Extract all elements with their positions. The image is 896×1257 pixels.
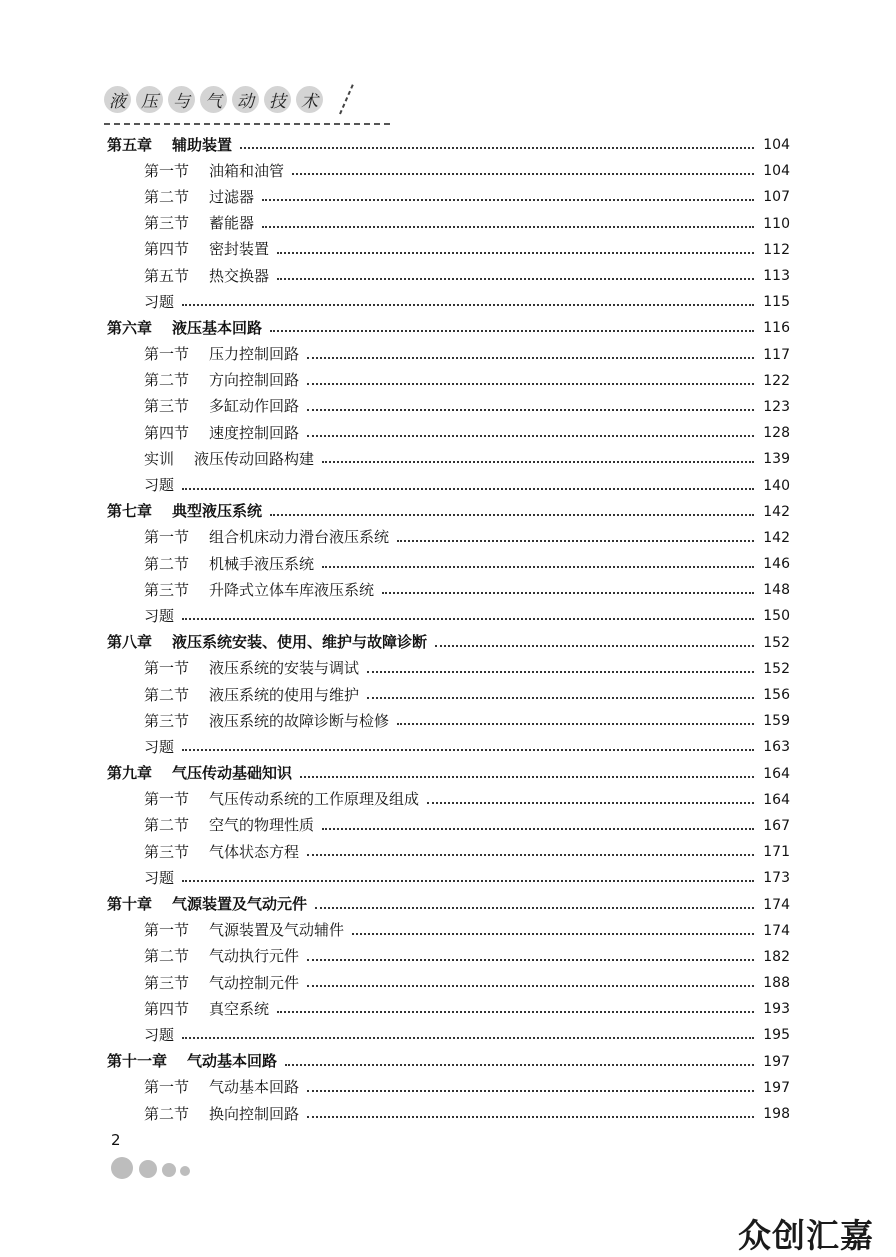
toc-entry-number: 第一节 [144,659,190,678]
toc-entry-title: 习题 [144,292,175,311]
toc-page-number: 148 [763,582,790,599]
toc-entry-label [144,973,300,992]
toc-entry-title: 气压传动系统的工作原理及组成 [209,790,420,809]
header-rule [104,123,390,125]
toc-entry-title: 辅助装置 [172,135,233,154]
toc-entry-number: 第四节 [144,423,190,442]
toc-entry-label [107,318,263,337]
toc-entry-title: 液压传动回路构建 [194,449,315,468]
toc-section-row [107,551,790,577]
toc-entry-label [144,161,285,180]
toc-entry-title: 液压基本回路 [172,318,263,337]
toc-entry-label [144,399,299,414]
leader-dots [292,173,754,175]
toc-entry-label [144,737,175,756]
leader-dots [262,199,754,201]
toc-page-number: 174 [763,922,790,939]
toc-entry-label [144,373,299,388]
toc-entry-number: 第三节 [144,580,190,599]
toc-page-number: 152 [763,660,790,677]
toc-section-row [107,813,790,839]
toc-section-row [107,289,790,315]
header-char: 技 [264,86,291,113]
toc-entry-title: 气动执行元件 [209,947,300,966]
leader-dots [307,1116,754,1118]
leader-dots [182,618,754,620]
leader-dots [397,540,754,542]
toc-entry-label [144,711,390,730]
leader-dots [322,566,754,568]
toc-entry-label [107,897,307,912]
toc-entry-label [144,580,375,599]
toc-entry-title: 习题 [144,1025,175,1044]
leader-dots [427,802,754,804]
toc-section-row [107,918,790,944]
toc-entry-title: 机械手液压系统 [209,554,315,573]
toc-entry-number: 第二节 [144,187,190,206]
toc-entry-label [144,842,300,861]
toc-entry-title: 液压系统的故障诊断与检修 [209,711,390,730]
toc-entry-title: 习题 [144,606,175,625]
toc-entry-title: 气源装置及气动元件 [172,895,308,914]
leader-dots [307,854,754,856]
toc-entry-number: 第二节 [144,371,190,390]
toc-entry-number: 第一节 [144,921,190,940]
leader-dots [270,330,754,332]
leader-dots [182,304,754,306]
toc-page-number: 112 [763,241,790,258]
header-title [104,86,323,113]
toc-entry-number: 第二节 [144,947,190,966]
toc-section-row [107,787,790,813]
toc-entry-title: 组合机床动力滑台液压系统 [209,528,390,547]
header-char: 术 [296,86,323,113]
toc-entry-number: 第一节 [144,1078,190,1097]
toc-page-number: 104 [763,163,790,180]
toc-chapter-row [107,132,790,158]
header-char: 动 [232,86,259,113]
toc-entry-label [144,923,344,938]
toc-entry-title: 速度控制回路 [209,423,300,442]
toc-entry-number: 第三节 [144,711,190,730]
toc-entry-label [144,999,270,1018]
leader-dots [182,488,754,490]
toc-entry-number: 第二节 [144,554,190,573]
toc-entry-number: 第一节 [144,790,190,809]
toc-section-row [107,394,790,420]
toc-section-row [107,839,790,865]
toc-section-row [107,970,790,996]
toc-chapter-row [107,761,790,787]
toc-section-row [107,263,790,289]
toc-entry-label [144,530,389,545]
toc-entry-number: 第一节 [144,528,190,547]
toc-page-number: 164 [763,765,790,782]
toc-entry-label [144,661,359,676]
leader-dots [367,671,754,673]
toc-page-number: 193 [763,1001,790,1018]
toc-entry-title: 气动基本回路 [187,1052,278,1071]
toc-page-number: 197 [763,1079,790,1096]
leader-dots [262,226,754,228]
toc-entry-label [144,554,315,573]
toc-entry-label [144,1080,299,1095]
leader-dots [182,749,754,751]
header-slash-decoration [336,80,358,116]
toc-page-number: 122 [763,372,790,389]
watermark: 众创汇嘉 [738,1216,874,1255]
toc-page-number: 107 [763,189,790,206]
toc-entry-title: 典型液压系统 [172,502,263,521]
toc-entry-label [144,449,315,468]
toc-entry-label [144,1104,300,1123]
toc-section-row [107,184,790,210]
toc-entry-number: 第二节 [144,816,190,835]
toc-page-number: 152 [763,634,790,651]
toc-entry-number: 第三节 [144,973,190,992]
leader-dots [277,278,754,280]
leader-dots [285,1064,754,1066]
toc-page-number: 146 [763,556,790,573]
toc-entry-label [107,766,292,781]
toc-section-row [107,420,790,446]
running-header [104,82,364,118]
leader-dots [300,776,754,778]
toc-entry-number: 第五章 [107,135,153,154]
leader-dots [322,461,754,463]
toc-page-number: 104 [763,137,790,154]
header-char: 气 [200,86,227,113]
toc-entry-label [144,949,299,964]
toc-entry-title: 习题 [144,737,175,756]
leader-dots [322,828,754,830]
toc-page-number: 195 [763,1027,790,1044]
toc-entry-label [144,187,255,206]
toc-entry-title: 液压系统的安装与调试 [209,659,360,678]
toc-entry-title: 密封装置 [209,240,270,259]
toc-entry-number: 第一节 [144,345,190,364]
toc-entry-number: 第十章 [107,895,153,914]
toc-entry-title: 方向控制回路 [209,371,300,390]
footer-dot [111,1157,133,1179]
toc-page-number: 140 [763,477,790,494]
toc-entry-title: 气动基本回路 [209,1078,300,1097]
toc-page-number: 159 [763,713,790,730]
toc-section-row [107,865,790,891]
toc-section-row [107,708,790,734]
toc-page-number: 150 [763,608,790,625]
toc-section-row [107,158,790,184]
toc-entry-label [107,1054,277,1069]
toc-section-row [107,211,790,237]
leader-dots [182,1037,754,1039]
toc-entry-label [144,216,254,231]
toc-entry-label [144,792,419,807]
leader-dots [307,985,754,987]
toc-page-number: 164 [763,791,790,808]
leader-dots [307,409,754,411]
toc-page-number: 182 [763,948,790,965]
toc-entry-title: 压力控制回路 [209,345,300,364]
footer-dot [162,1163,176,1177]
toc-entry-label [107,504,262,519]
leader-dots [307,959,754,961]
toc-entry-number: 第十一章 [107,1052,168,1071]
leader-dots [307,435,754,437]
toc-entry-label [144,818,314,833]
toc-entry-number: 第八章 [107,633,153,652]
toc-entry-number: 第一节 [144,161,190,180]
toc-section-row [107,603,790,629]
toc-section-row [107,1022,790,1048]
toc-section-row [107,656,790,682]
toc-entry-number: 第四节 [144,999,190,1018]
leader-dots [367,697,754,699]
leader-dots [307,1090,754,1092]
table-of-contents [107,132,790,1127]
toc-entry-number: 第三节 [144,214,190,233]
toc-page-number: 174 [763,896,790,913]
toc-page-number: 110 [763,215,790,232]
toc-entry-title: 气体状态方程 [209,842,300,861]
leader-dots [277,1011,754,1013]
toc-section-row [107,342,790,368]
toc-chapter-row [107,315,790,341]
toc-page-number: 116 [763,320,790,337]
page-number: 2 [111,1131,121,1149]
toc-section-row [107,237,790,263]
toc-entry-label [144,423,300,442]
toc-entry-number: 第九章 [107,764,153,783]
toc-page-number: 117 [763,346,790,363]
toc-entry-title: 液压系统的使用与维护 [209,685,360,704]
toc-section-row [107,734,790,760]
header-char: 液 [104,86,131,113]
toc-chapter-row [107,499,790,525]
toc-entry-title: 气动控制元件 [209,973,300,992]
toc-entry-number: 第三节 [144,842,190,861]
toc-entry-number: 第五节 [144,266,190,285]
toc-entry-label [144,868,175,887]
toc-entry-title: 升降式立体车库液压系统 [209,580,375,599]
toc-entry-number: 第六章 [107,318,153,337]
toc-entry-label [107,135,233,154]
toc-entry-label [144,606,175,625]
toc-chapter-row [107,630,790,656]
toc-section-row [107,944,790,970]
toc-entry-number: 第二节 [144,1104,190,1123]
toc-page-number: 173 [763,870,790,887]
toc-entry-title: 多缸动作回路 [209,397,300,416]
toc-page-number: 163 [763,739,790,756]
toc-entry-label [144,266,270,285]
toc-page-number: 198 [763,1106,790,1123]
footer-dot [139,1160,157,1178]
toc-section-row [107,525,790,551]
header-char: 与 [168,86,195,113]
toc-entry-label [144,1025,175,1044]
toc-section-row [107,472,790,498]
toc-page-number: 139 [763,451,790,468]
toc-entry-label [144,242,269,257]
toc-section-row [107,577,790,603]
toc-entry-number: 第二节 [144,685,190,704]
toc-section-row [107,446,790,472]
toc-page-number: 142 [763,529,790,546]
toc-page-number: 171 [763,844,790,861]
toc-entry-title: 习题 [144,868,175,887]
toc-entry-title: 液压系统安装、使用、维护与故障诊断 [172,633,428,652]
leader-dots [182,880,754,882]
toc-entry-label [144,347,299,362]
toc-page-number: 197 [763,1053,790,1070]
toc-entry-title: 真空系统 [209,999,270,1018]
toc-page-number: 113 [763,268,790,285]
toc-entry-title: 习题 [144,476,175,495]
toc-section-row [107,996,790,1022]
toc-page-number: 115 [763,294,790,311]
toc-entry-label [144,685,360,704]
toc-entry-title: 油箱和油管 [209,161,285,180]
leader-dots [382,592,754,594]
toc-entry-number: 第四节 [144,240,190,259]
leader-dots [240,147,754,149]
toc-page-number: 188 [763,975,790,992]
toc-chapter-row [107,1049,790,1075]
toc-entry-title: 气压传动基础知识 [172,764,293,783]
toc-entry-number: 第七章 [107,502,153,521]
leader-dots [307,383,754,385]
toc-entry-number: 实训 [144,449,175,468]
toc-chapter-row [107,891,790,917]
toc-section-row [107,368,790,394]
toc-entry-label [144,292,175,311]
header-char: 压 [136,86,163,113]
toc-entry-title: 换向控制回路 [209,1104,300,1123]
toc-entry-title: 气源装置及气动辅件 [209,921,345,940]
toc-entry-number: 第三节 [144,397,190,416]
leader-dots [352,933,754,935]
leader-dots [307,357,754,359]
leader-dots [435,645,754,647]
leader-dots [397,723,754,725]
toc-section-row [107,1101,790,1127]
leader-dots [315,907,754,909]
toc-page-number: 156 [763,687,790,704]
footer-dot [180,1166,190,1176]
toc-entry-title: 蓄能器 [209,214,255,233]
toc-entry-title: 空气的物理性质 [209,816,315,835]
toc-entry-label [144,478,174,493]
toc-entry-title: 过滤器 [209,187,255,206]
toc-page-number: 167 [763,817,790,834]
toc-page-number: 123 [763,398,790,415]
toc-section-row [107,682,790,708]
toc-entry-label [107,635,427,650]
toc-page-number: 142 [763,503,790,520]
leader-dots [270,514,754,516]
toc-entry-title: 热交换器 [209,266,270,285]
toc-page-number: 128 [763,425,790,442]
toc-section-row [107,1075,790,1101]
leader-dots [277,252,754,254]
